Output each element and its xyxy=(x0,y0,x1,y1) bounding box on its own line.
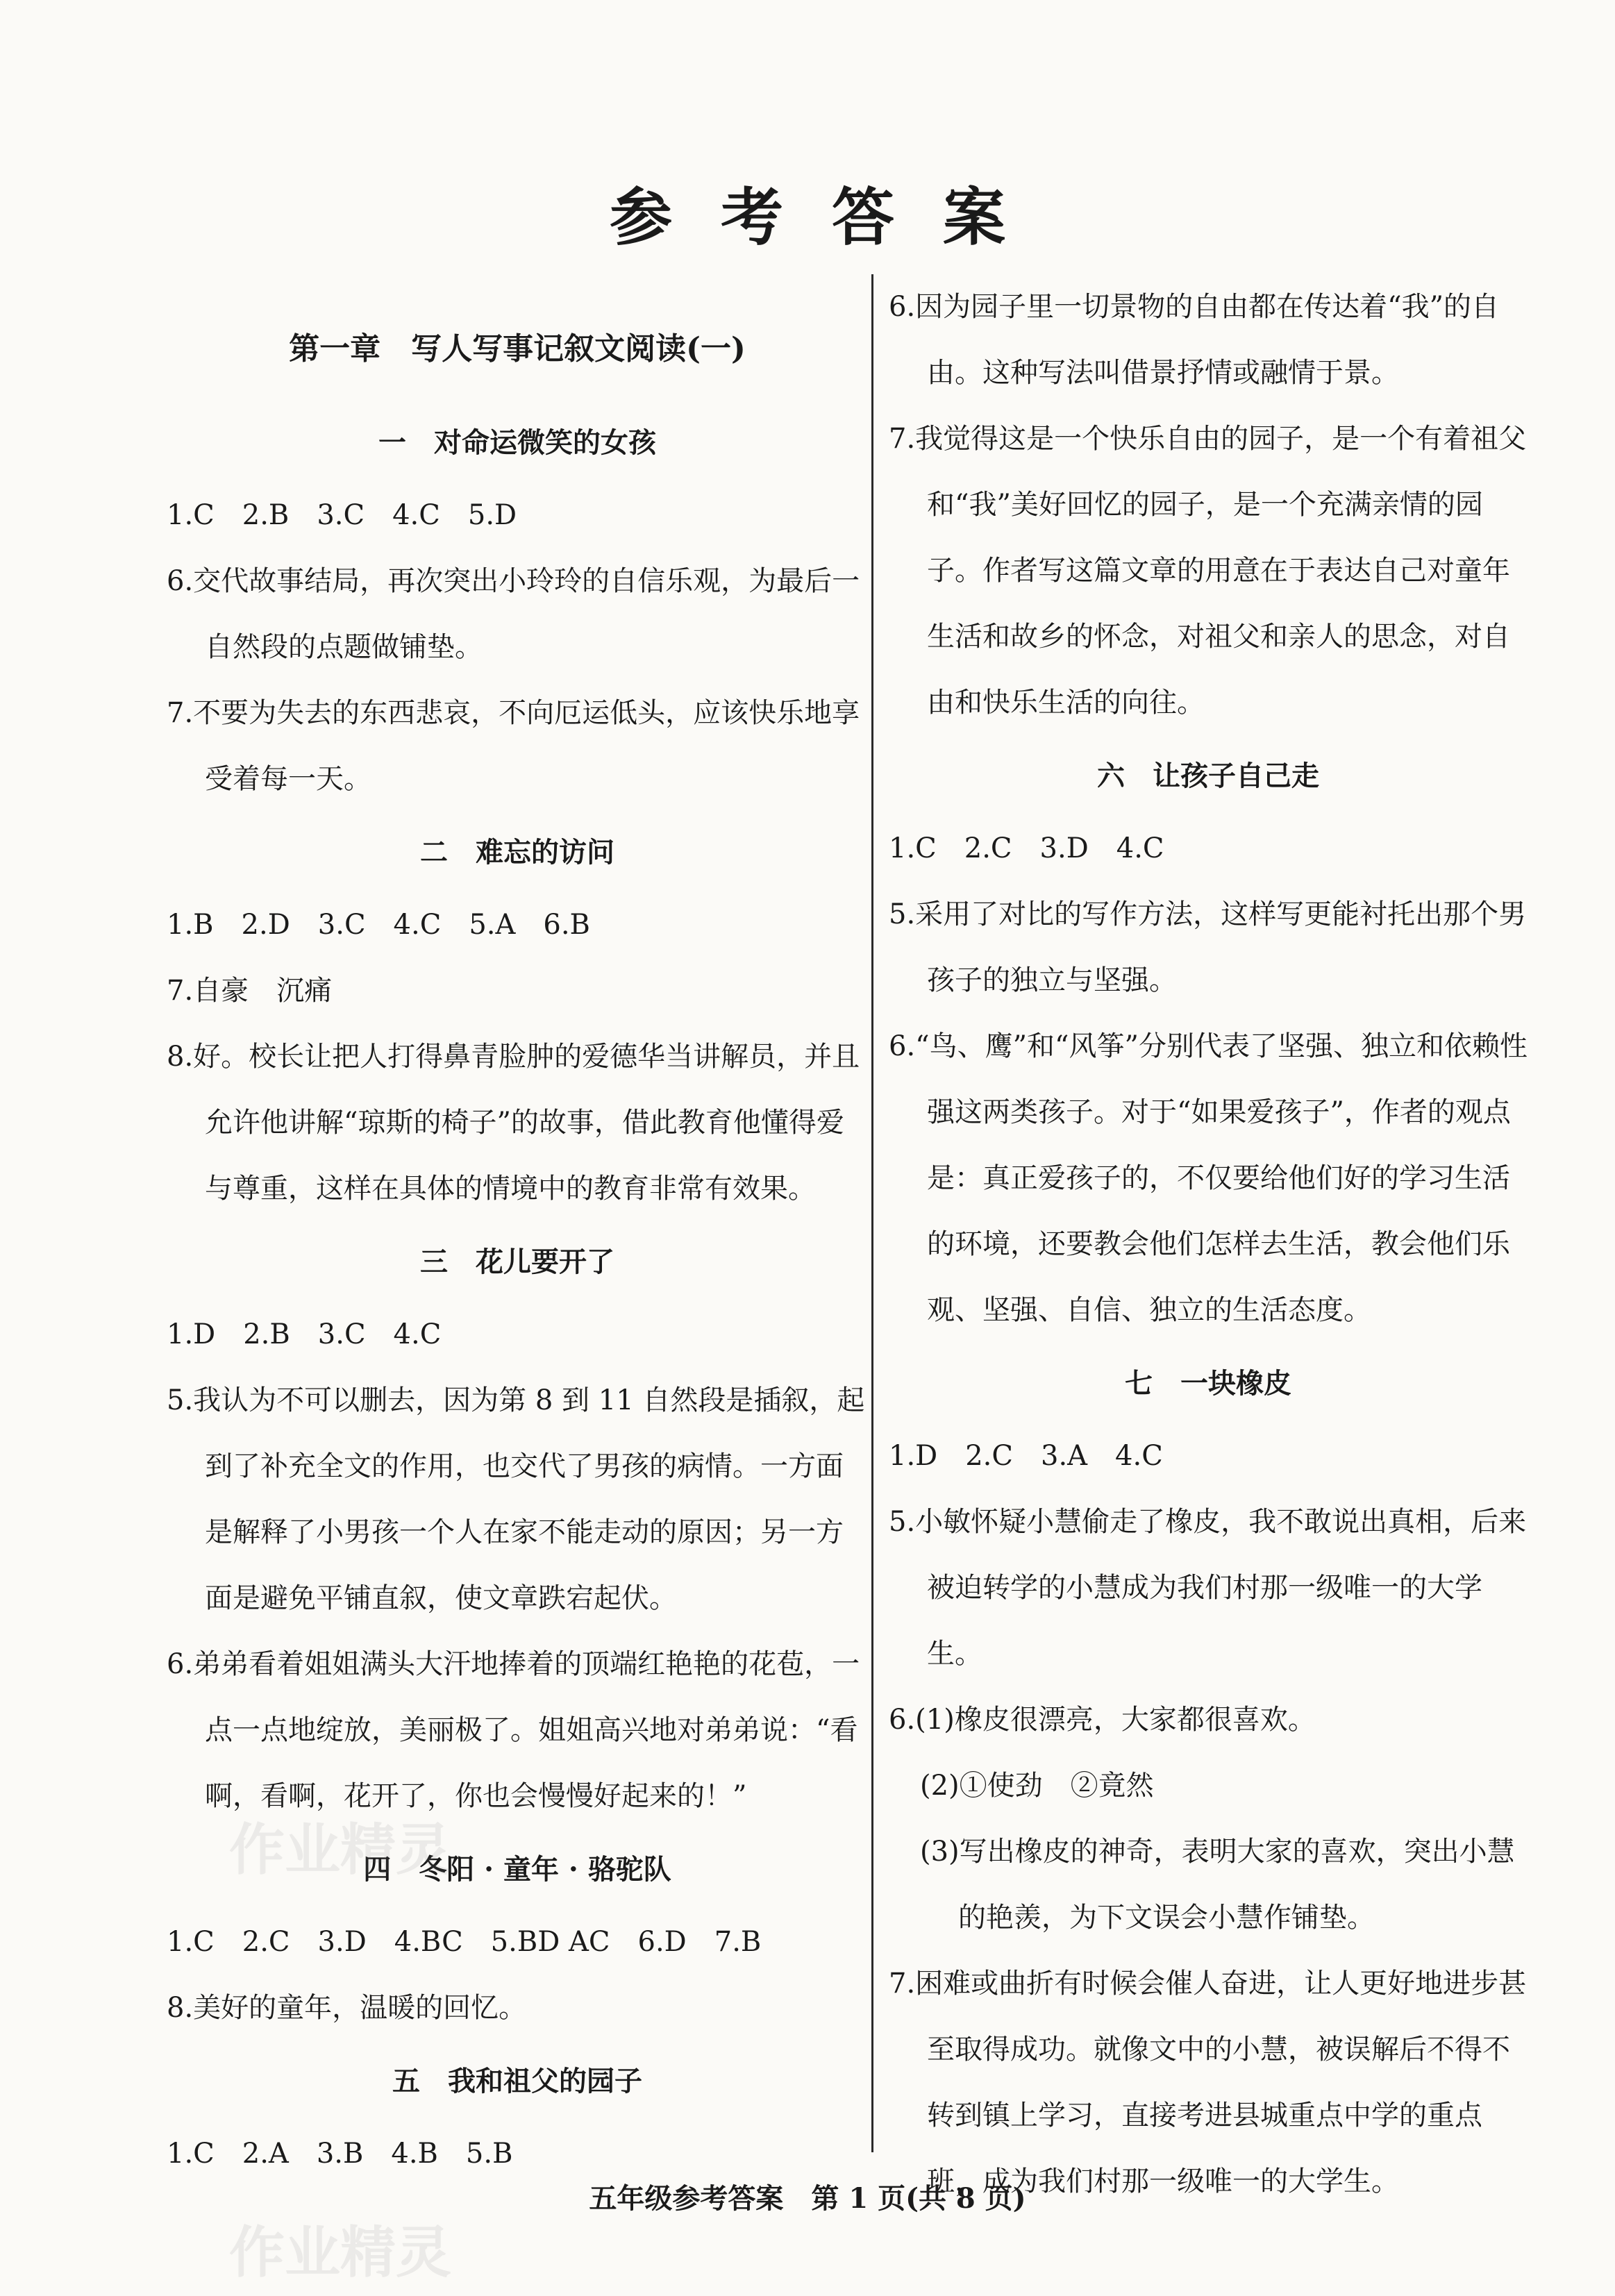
section-title: 四 冬阳 · 童年 · 骆驼队 xyxy=(363,1853,671,1886)
section-title: 二 难忘的访问 xyxy=(420,836,614,869)
answer: 7.自豪 沉痛 xyxy=(167,975,333,1007)
answer: 6.“鸟、鹰”和“风筝”分别代表了坚强、独立和依赖性强这两类孩子。对于“如果爱孩子”，作者的观点是：真正爱孩子的，不仅要给他们好的学习生活的环境，还要教会他们怎样去生活，教会他们乐观、坚强、自信、独立的生活态度。 xyxy=(889,1030,1528,1326)
answer: 1.D 2.C 3.A 4.C xyxy=(889,1440,1163,1472)
answer: 6.交代故事结局，再次突出小玲玲的自信乐观，为最后一自然段的点题做铺垫。 xyxy=(167,565,860,663)
section-title: 三 花儿要开了 xyxy=(420,1246,614,1278)
page-title: 参考答案 xyxy=(610,181,1054,254)
section-title: 一 对命运微笑的女孩 xyxy=(378,426,656,459)
answer: (2)①使劲 ②竟然 xyxy=(920,1770,1154,1802)
answer: 1.C 2.C 3.D 4.C xyxy=(889,832,1164,864)
section-title: 六 让孩子自己走 xyxy=(1097,760,1319,792)
column-divider xyxy=(871,274,873,2152)
answer: 7.困难或曲折有时候会催人奋进，让人更好地进步甚至取得成功。就像文中的小慧，被误解后不得不转到镇上学习，直接考进县城重点中学的重点班，成为我们村那一级唯一的大学生。 xyxy=(889,1968,1527,2197)
section-title: 五 我和祖父的园子 xyxy=(392,2065,642,2097)
watermark: 作业精灵 xyxy=(229,1818,451,1882)
answer: 5.小敏怀疑小慧偷走了橡皮，我不敢说出真相，后来被迫转学的小慧成为我们村那一级唯一的大学生。 xyxy=(889,1506,1527,1670)
left-column xyxy=(167,274,868,2187)
answer: 6.因为园子里一切景物的自由都在传达着“我”的自由。这种写法叫借景抒情或融情于景。 xyxy=(889,291,1500,389)
right-column xyxy=(889,274,1528,2215)
page-footer: 五年级参考答案 第 1 页(共 8 页) xyxy=(589,2182,1026,2215)
section-title: 七 一块橡皮 xyxy=(1125,1367,1291,1400)
chapter-heading: 第一章 写人写事记叙文阅读(一) xyxy=(289,331,746,367)
answer: 5.采用了对比的写作方法，这样写更能衬托出那个男孩子的独立与坚强。 xyxy=(889,898,1527,996)
answer: 1.D 2.B 3.C 4.C xyxy=(167,1318,442,1350)
watermark: 作业精灵 xyxy=(229,2220,451,2285)
answer: 5.我认为不可以删去，因为第 8 到 11 自然段是插叙，起到了补充全文的作用，也交代了男孩的病情。一方面是解释了小男孩一个人在家不能走动的原因；另一方面是避免平铺直叙，使文章跌宕起伏。 xyxy=(167,1384,865,1614)
answer: 6.弟弟看着姐姐满头大汗地捧着的顶端红艳艳的花苞，一点一点地绽放，美丽极了。姐姐高兴地对弟弟说：“看啊，看啊，花开了，你也会慢慢好起来的！” xyxy=(167,1648,860,1812)
answer: (3)写出橡皮的神奇，表明大家的喜欢，突出小慧的艳羡，为下文误会小慧作铺垫。 xyxy=(920,1836,1515,1934)
answer: 1.C 2.A 3.B 4.B 5.B xyxy=(167,2138,513,2170)
answer: 1.C 2.C 3.D 4.BC 5.BD AC 6.D 7.B xyxy=(167,1926,762,1958)
answer: 7.不要为失去的东西悲哀，不向厄运低头，应该快乐地享受着每一天。 xyxy=(167,697,860,795)
answer: 8.好。校长让把人打得鼻青脸肿的爱德华当讲解员，并且允许他讲解“琼斯的椅子”的故事，借此教育他懂得爱与尊重，这样在具体的情境中的教育非常有效果。 xyxy=(167,1041,860,1205)
answer: 1.B 2.D 3.C 4.C 5.A 6.B xyxy=(167,909,590,941)
answer: 8.美好的童年，温暖的回忆。 xyxy=(167,1992,527,2024)
answer: 7.我觉得这是一个快乐自由的园子，是一个有着祖父和“我”美好回忆的园子，是一个充满亲情的园子。作者写这篇文章的用意在于表达自己对童年生活和故乡的怀念，对祖父和亲人的思念，对自由和快乐生活的向往。 xyxy=(889,423,1527,719)
answer: 1.C 2.B 3.C 4.C 5.D xyxy=(167,499,517,531)
answer: 6.(1)橡皮很漂亮，大家都很喜欢。 xyxy=(889,1704,1316,1736)
